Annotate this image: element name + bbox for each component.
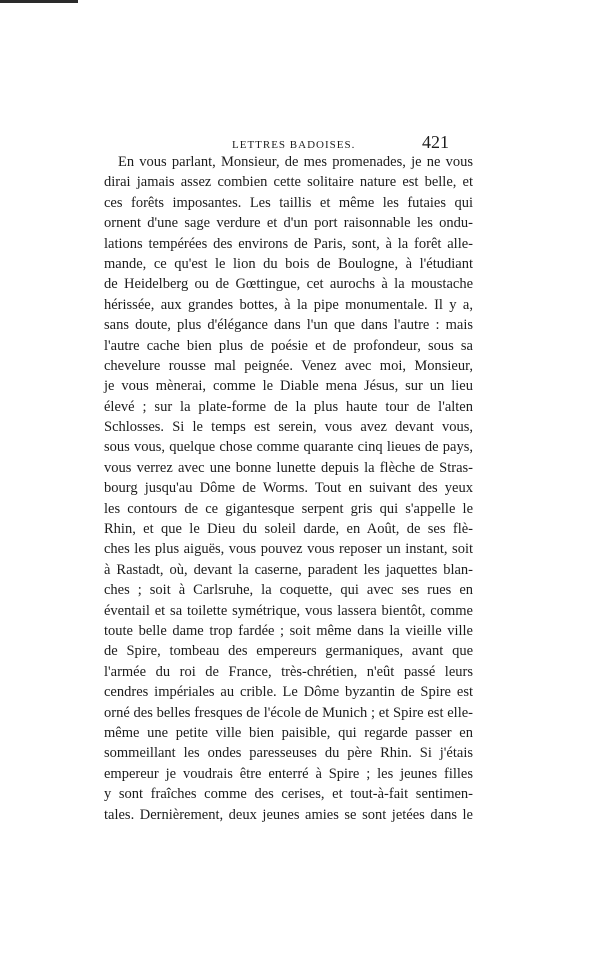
text-line: les contours de ce gigantesque serpent gris qui s'appelle le (104, 500, 473, 517)
text-line: bourg jusqu'au Dôme de Worms. Tout en suivant des yeux (104, 480, 473, 497)
running-head: LETTRES BADOISES. (232, 139, 356, 151)
text-line: hérissée, aux grandes bottes, à la pipe monumentale. Il y a, (104, 296, 473, 313)
text-line: orné des belles fresques de l'école de Munich ; et Spire est elle- (104, 704, 473, 721)
text-line: de Heidelberg ou de Gœttingue, cet aurochs à la moustache (104, 276, 473, 293)
text-line: ches les plus aiguës, vous pouvez vous reposer un instant, soit (104, 541, 473, 558)
text-line: sans doute, plus d'élégance dans l'un que dans l'autre : mais (104, 317, 473, 334)
body-text (104, 152, 473, 825)
page-number: 421 (422, 132, 449, 152)
text-line: tales. Dernièrement, deux jeunes amies se sont jetées dans le (104, 806, 473, 823)
text-line: dirai jamais assez combien cette solitaire nature est belle, et (104, 174, 473, 191)
text-line: vous verrez avec une bonne lunette depuis la flèche de Stras- (104, 459, 473, 476)
text-line: sous vous, quelque chose comme quarante cinq lieues de pays, (104, 439, 473, 456)
text-line: Schlosses. Si le temps est serein, vous avez devant vous, (104, 419, 473, 436)
text-line: de Spire, tombeau des empereurs germaniques, avant que (104, 643, 473, 660)
text-line: mande, ce qu'est le lion du bois de Boulogne, à l'étudiant (104, 255, 473, 272)
text-line: élevé ; sur la plate-forme de la plus haute tour de l'alten (104, 398, 473, 415)
text-line: lations tempérées des environs de Paris, sont, à la forêt alle- (104, 235, 473, 252)
text-line: ches ; soit à Carlsruhe, la coquette, qui avec ses rues en (104, 582, 473, 599)
text-line: ces forêts imposantes. Les taillis et même les futaies qui (104, 194, 473, 211)
text-line: cendres impériales au crible. Le Dôme byzantin de Spire est (104, 684, 473, 701)
text-line: y sont fraîches comme des cerises, et tout-à-fait sentimen- (104, 786, 473, 803)
text-line: Rhin, et que le Dieu du soleil darde, en Août, de ses flè- (104, 521, 473, 538)
text-line: l'armée du roi de France, très-chrétien, n'eût passé leurs (104, 663, 473, 680)
corner-rule (0, 0, 78, 3)
text-line: toute belle dame trop fardée ; soit même dans la vieille ville (104, 622, 473, 639)
text-line: ornent d'une sage verdure et d'un port raisonnable les ondu- (104, 215, 473, 232)
text-line: même une petite ville bien paisible, qui regarde passer en (104, 724, 473, 741)
text-line: l'autre cache bien plus de poésie et de profondeur, sous sa (104, 337, 473, 354)
text-line: à Rastadt, où, devant la caserne, paradent les jaquettes blan- (104, 561, 473, 578)
text-line: sommeillant les ondes paresseuses du père Rhin. Si j'étais (104, 745, 473, 762)
text-line: chevelure rousse mal peignée. Venez avec moi, Monsieur, (104, 357, 473, 374)
text-line: En vous parlant, Monsieur, de mes promenades, je ne vous (118, 154, 473, 170)
text-line: empereur je voudrais être enterré à Spire ; les jeunes filles (104, 765, 473, 782)
text-line: je vous mènerai, comme le Diable mena Jésus, sur un lieu (104, 378, 473, 395)
text-line: éventail et sa toilette symétrique, vous lassera bientôt, comme (104, 602, 473, 619)
